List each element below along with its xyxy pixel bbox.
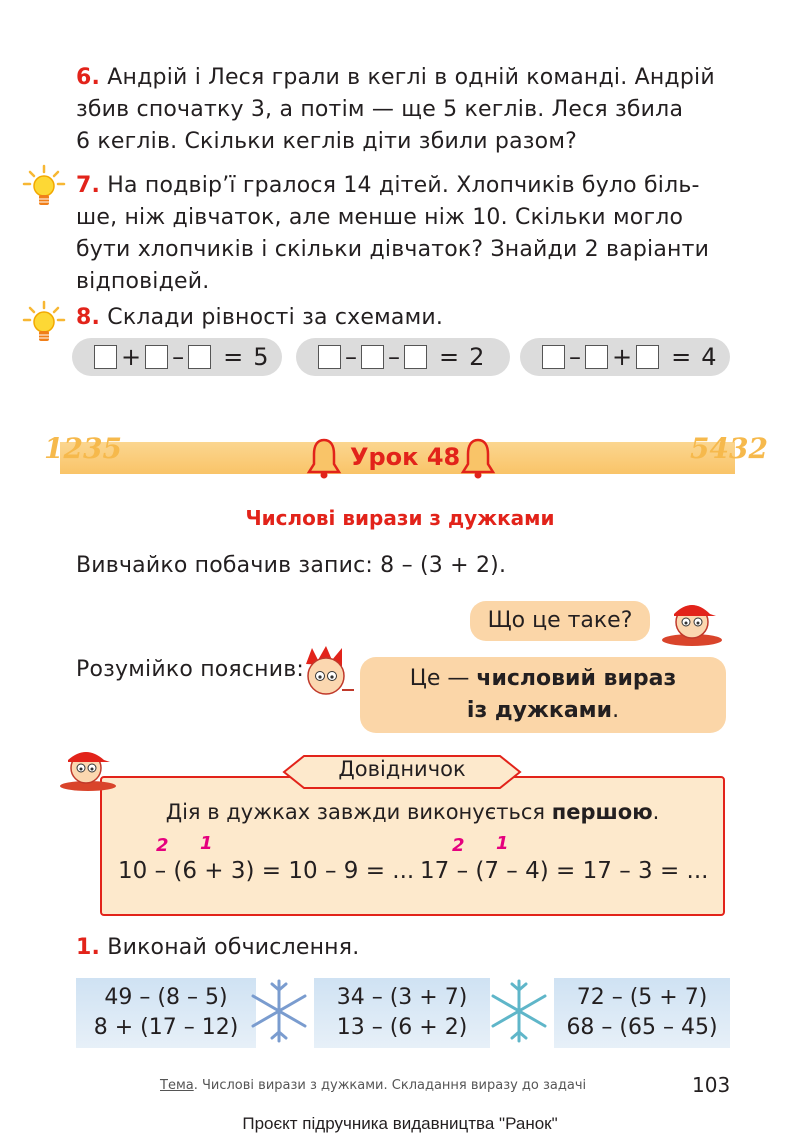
bell-icon bbox=[460, 438, 496, 480]
answer-prefix: Це — bbox=[409, 666, 477, 691]
task-7-line2: ше, ніж дівчаток, але менше ніж 10. Скільки могло bbox=[76, 205, 684, 230]
blank-box bbox=[145, 345, 168, 369]
answer-bold-2: із дужками bbox=[466, 698, 613, 723]
operator: – bbox=[569, 343, 581, 371]
blank-box bbox=[188, 345, 211, 369]
question-bubble: Що це таке? bbox=[470, 601, 650, 641]
reference-rule bbox=[100, 800, 725, 824]
task-8-text: Склади рівності за схемами. bbox=[107, 305, 444, 330]
expression: 72 – (5 + 7) bbox=[576, 985, 708, 1010]
task-7 bbox=[76, 170, 736, 298]
page-number: 103 bbox=[692, 1073, 731, 1097]
blank-box bbox=[585, 345, 608, 369]
decorative-numbers-left: 1235 bbox=[44, 432, 122, 465]
task-8-number: 8. bbox=[76, 305, 101, 330]
rule-prefix: Дія в дужках завжди виконується bbox=[165, 800, 552, 824]
expression: 68 – (65 – 45) bbox=[566, 1015, 718, 1040]
rule-bold: першою bbox=[551, 800, 653, 824]
character-rozumiiko-icon bbox=[296, 644, 358, 702]
expression: 34 – (3 + 7) bbox=[336, 985, 468, 1010]
order-marker-first: 1 bbox=[496, 833, 509, 854]
exercise-1 bbox=[76, 932, 359, 964]
blank-box bbox=[542, 345, 565, 369]
footer-topic bbox=[160, 1078, 586, 1093]
scheme-result: 2 bbox=[469, 343, 485, 371]
scheme-result: 4 bbox=[701, 343, 717, 371]
exercise-1-text: Виконай обчислення. bbox=[107, 935, 360, 960]
operator: – bbox=[388, 343, 400, 371]
order-marker-second: 2 bbox=[156, 835, 169, 856]
calc-card-2 bbox=[314, 978, 490, 1048]
character-vyvchaiko-icon bbox=[652, 596, 728, 648]
blank-box bbox=[94, 345, 117, 369]
snowflake-icon bbox=[484, 976, 554, 1046]
reference-tab-label: Довідничок bbox=[338, 757, 466, 781]
blank-box bbox=[404, 345, 427, 369]
task-6-line2: збив спочатку 3, а потім — ще 5 кеглів. Леся збила bbox=[76, 97, 684, 122]
calc-card-1 bbox=[76, 978, 256, 1048]
task-7-line4: відповідей. bbox=[76, 269, 210, 294]
rule-end: . bbox=[652, 800, 660, 824]
lesson-subtitle: Числові вирази з дужками bbox=[245, 506, 555, 530]
task-6-line3: 6 кеглів. Скільки кеглів діти збили разом? bbox=[76, 129, 578, 154]
formula-1: 10 – (6 + 3) = 10 – 9 = ... bbox=[118, 858, 415, 884]
answer-bold-1: числовий вираз bbox=[476, 666, 677, 691]
calc-card-3 bbox=[554, 978, 730, 1048]
order-marker-second: 2 bbox=[452, 835, 465, 856]
operator: – bbox=[345, 343, 357, 371]
lesson-title: Урок 48 bbox=[350, 443, 461, 471]
exercise-1-number: 1. bbox=[76, 935, 101, 960]
decorative-numbers-right: 5432 bbox=[690, 432, 768, 465]
task-7-line3: бути хлопчиків і скільки дівчаток? Знайди 2 варіанти bbox=[76, 237, 710, 262]
intro-explained-text: Розумійко пояснив: bbox=[76, 657, 305, 682]
task-6-line1: Андрій і Леся грали в кеглі в одній команді. Андрій bbox=[107, 65, 715, 90]
scheme-result: 5 bbox=[253, 343, 269, 371]
task-7-number: 7. bbox=[76, 173, 101, 198]
character-vyvchaiko-icon bbox=[54, 740, 122, 792]
footer-topic-label: Тема bbox=[160, 1078, 194, 1093]
footer-topic-text: . Числові вирази з дужками. Складання виразу до задачі bbox=[193, 1078, 587, 1093]
scheme-2 bbox=[296, 338, 510, 376]
lightbulb-icon bbox=[22, 164, 66, 214]
expression: 8 + (17 – 12) bbox=[93, 1015, 239, 1040]
formula-2: 17 – (7 – 4) = 17 – 3 = ... bbox=[420, 858, 709, 884]
answer-bubble bbox=[360, 657, 726, 733]
operator: + bbox=[612, 343, 633, 371]
equals-sign: = bbox=[439, 343, 460, 371]
intro-saw-text: Вивчайко побачив запис: 8 – (3 + 2). bbox=[76, 553, 507, 578]
blank-box bbox=[636, 345, 659, 369]
snowflake-icon bbox=[244, 976, 314, 1046]
lightbulb-icon bbox=[22, 300, 66, 350]
bell-icon bbox=[306, 438, 342, 480]
scheme-3 bbox=[520, 338, 730, 376]
reference-box bbox=[100, 776, 725, 916]
task-8 bbox=[76, 302, 736, 334]
answer-end: . bbox=[612, 698, 620, 723]
scheme-1 bbox=[72, 338, 282, 376]
task-6-number: 6. bbox=[76, 65, 101, 90]
blank-box bbox=[361, 345, 384, 369]
expression: 49 – (8 – 5) bbox=[104, 985, 228, 1010]
order-marker-first: 1 bbox=[200, 833, 213, 854]
operator: – bbox=[172, 343, 185, 371]
blank-box bbox=[318, 345, 341, 369]
expression: 13 – (6 + 2) bbox=[336, 1015, 468, 1040]
equals-sign: = bbox=[671, 343, 692, 371]
equals-sign: = bbox=[223, 343, 244, 371]
task-7-line1: На подвір’ї гралося 14 дітей. Хлопчиків було біль- bbox=[107, 173, 700, 198]
task-6 bbox=[76, 62, 736, 158]
operator: + bbox=[121, 343, 142, 371]
project-caption: Проєкт підручника видавництва "Ранок" bbox=[242, 1114, 558, 1133]
